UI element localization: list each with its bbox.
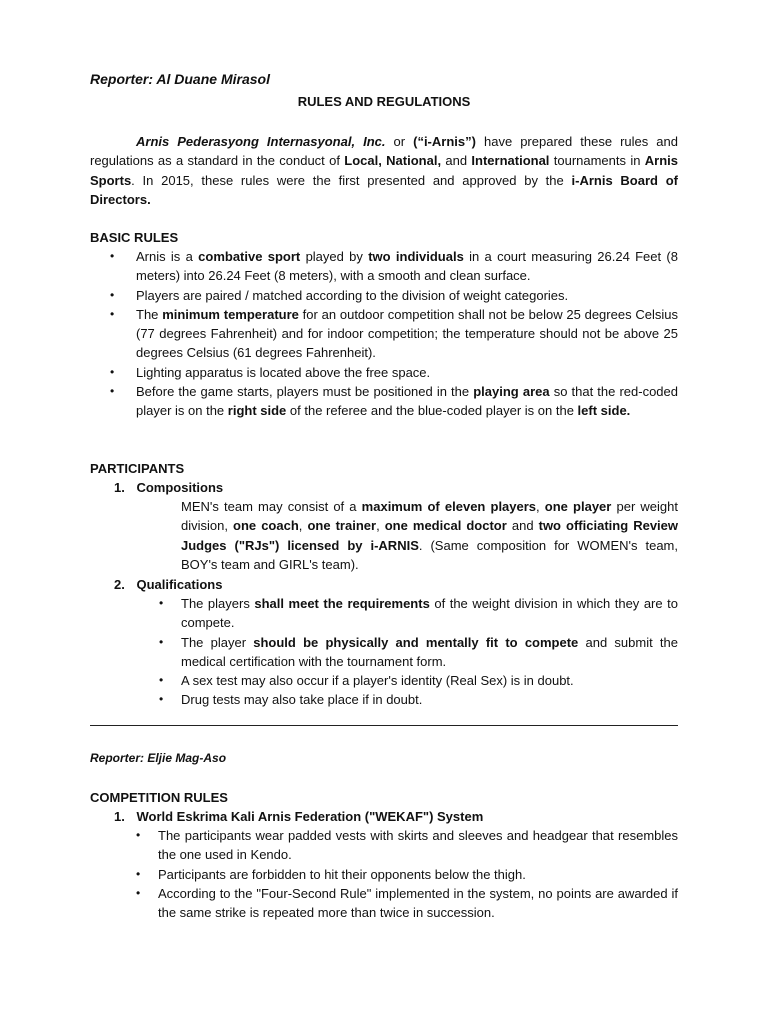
list-item: • Arnis is a combative sport played by two individuals in a court measuring 26.24 Feet (8 meters) into 26.24 Feet (8 meters), with a smooth and clean surface. bbox=[110, 249, 678, 284]
bullet-icon: • bbox=[159, 673, 164, 688]
reporter-name: Reporter: Eljie Mag-Aso bbox=[90, 751, 227, 765]
wekaf-system-heading: 1. World Eskrima Kali Arnis Federation ("WEKAF") System bbox=[114, 809, 484, 824]
bullet-icon: • bbox=[110, 384, 115, 399]
qualifications-list bbox=[159, 594, 678, 710]
intro-paragraph: Arnis Pederasyong Internasyonal, Inc. or (“i-Arnis”) have prepared these rules and regulations as a standard in the conduct of Local, National, and International tournaments in Arnis Sports. In 2015, these rules were the first presented and approved by the i-Arnis Board of Directors. bbox=[90, 134, 678, 207]
list-item: • The players shall meet the requirements of the weight division in which they are to compete. bbox=[159, 596, 678, 631]
bullet-icon: • bbox=[136, 866, 141, 881]
list-item: • Drug tests may also take place if in doubt. bbox=[181, 690, 678, 709]
competition-rules-heading: COMPETITION RULES bbox=[90, 790, 228, 805]
bullet-icon: • bbox=[110, 306, 115, 321]
bullet-icon: • bbox=[110, 249, 115, 263]
basic-rules-heading: BASIC RULES bbox=[90, 230, 179, 245]
bullet-icon: • bbox=[110, 364, 115, 379]
competition-rules-list bbox=[136, 826, 678, 922]
list-item: • The player should be physically and mentally fit to compete and submit the medical certification with the tournament form. bbox=[159, 634, 678, 669]
page-title: RULES AND REGULATIONS bbox=[297, 94, 471, 109]
bullet-icon: • bbox=[159, 596, 164, 610]
reporter-name: Reporter: Al Duane Mirasol bbox=[90, 71, 270, 87]
basic-rules-list bbox=[110, 247, 678, 421]
bullet-icon: • bbox=[136, 828, 141, 842]
list-item: • Before the game starts, players must be positioned in the playing area so that the red-coded player is on the right side of the referee and the blue-coded player is on the left side. bbox=[110, 384, 678, 419]
list-item: • A sex test may also occur if a player's identity (Real Sex) is in doubt. bbox=[181, 671, 678, 690]
list-item: • Lighting apparatus is located above the free space. bbox=[136, 363, 678, 382]
bullet-icon: • bbox=[159, 634, 164, 649]
list-item: • According to the "Four-Second Rule" implemented in the system, no points are awarded if the same strike is repeated more than twice in succession. bbox=[136, 885, 678, 921]
bullet-icon: • bbox=[110, 287, 115, 302]
list-item: • Players are paired / matched according to the division of weight categories. bbox=[136, 286, 678, 305]
qualifications-heading: 2. Qualifications bbox=[114, 577, 223, 592]
list-item: • Participants are forbidden to hit their opponents below the thigh. bbox=[158, 865, 678, 884]
bullet-icon: • bbox=[136, 885, 141, 900]
compositions-paragraph: MEN's team may consist of a maximum of eleven players, one player per weight division, one coach, one trainer, one medical doctor and two officiating Review Judges ("RJs") licensed by i-ARNIS. (Same composition for WOMEN's team, BOY's team and GIRL's team). bbox=[181, 499, 678, 572]
participants-heading: PARTICIPANTS bbox=[90, 461, 185, 476]
bullet-icon: • bbox=[159, 692, 164, 707]
list-item: • The participants wear padded vests with skirts and sleeves and headgear that resembles the one used in Kendo. bbox=[136, 828, 678, 863]
compositions-heading: 1. Compositions bbox=[114, 480, 224, 495]
list-item: • The minimum temperature for an outdoor competition shall not be below 25 degrees Celsius (77 degrees Fahrenheit) and for indoor competition; the temperature should not be above 25 degrees Celsius (61 degrees Fahrenheit). bbox=[110, 306, 678, 361]
section-divider bbox=[90, 725, 678, 726]
